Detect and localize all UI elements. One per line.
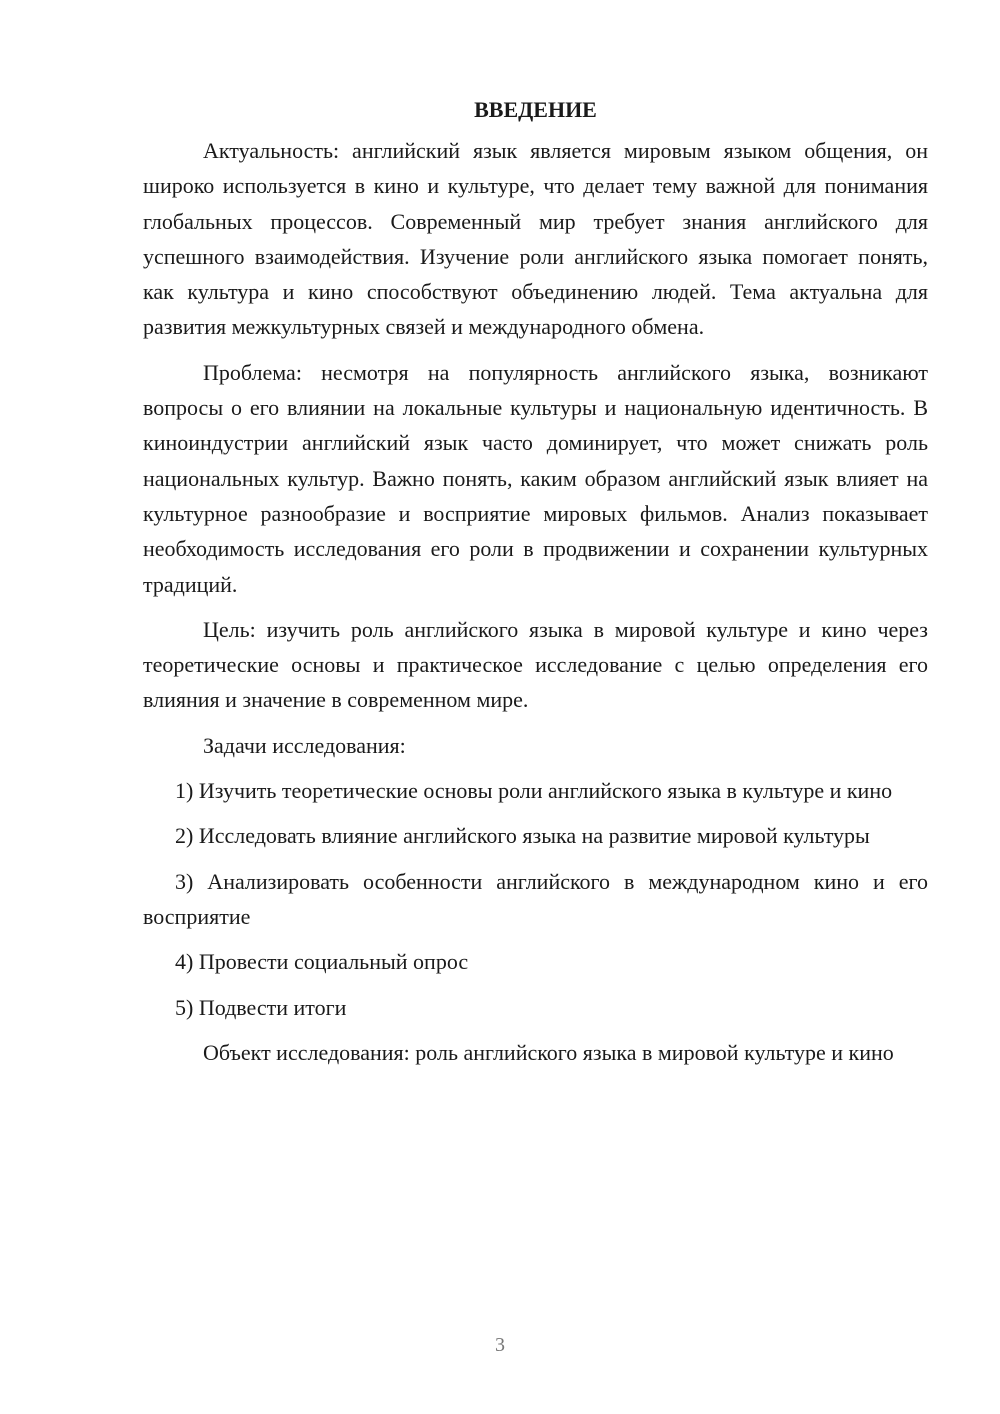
page-number: 3 <box>495 1334 505 1356</box>
paragraph-object: Объект исследования: роль английского языка в мировой культуре и кино <box>203 1039 894 1065</box>
task-item-4: 4) Провести социальный опрос <box>175 949 469 975</box>
paragraph-problem: Проблема: несмотря на популярность английского языка, возникают вопросы о его влиянии на локальные культуры и национальную идентичность. В киноиндустрии английский язык часто доминирует, что может снижать роль национальных культур. Важно понять, каким образом английский язык влияет на культурное разнообразие и восприятие мировых фильмов. Анализ показывает необходимость исследования его роли в продвижении и сохранении культурных традиций. <box>143 359 928 597</box>
task-item-5: 5) Подвести итоги <box>175 994 347 1020</box>
document-page <box>143 92 928 1080</box>
task-item-2: 2) Исследовать влияние английского языка на развитие мировой культуры <box>175 823 870 849</box>
paragraph-tasks-heading: Задачи исследования: <box>203 732 406 758</box>
page-title: ВВЕДЕНИЕ <box>474 97 597 122</box>
task-item-1: 1) Изучить теоретические основы роли английского языка в культуре и кино <box>175 778 893 804</box>
task-item-3: 3) Анализировать особенности английского в международном кино и его восприятие <box>143 868 928 929</box>
paragraph-goal: Цель: изучить роль английского языка в мировой культуре и кино через теоретические основы и практическое исследование с целью определения его влияния и значение в современном мире. <box>143 616 928 713</box>
paragraph-relevance: Актуальность: английский язык является мировым языком общения, он широко используется в кино и культуре, что делает тему важной для понимания глобальных процессов. Современный мир требует знания английского для успешного взаимодействия. Изучение роли английского языка помогает понять, как культура и кино способствуют объединению людей. Тема актуальна для развития межкультурных связей и международного обмена. <box>143 138 928 340</box>
